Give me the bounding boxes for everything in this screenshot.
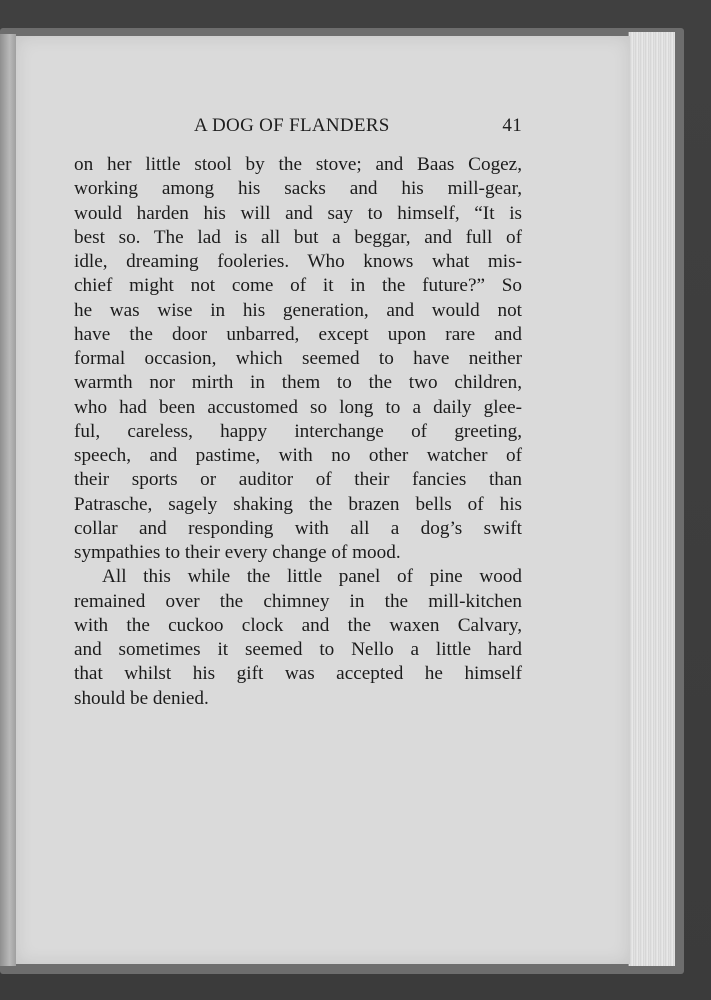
text-line: should be denied. <box>74 687 209 709</box>
text-line: would harden his will and say to himself, “It is <box>74 202 522 224</box>
text-line: idle, dreaming fooleries. Who knows what mis- <box>74 251 522 272</box>
page-number: 41 <box>502 115 522 136</box>
text-line: with the cuckoo clock and the waxen Calvary, <box>74 614 522 636</box>
text-line: ful, careless, happy interchange of greeting, <box>74 420 522 442</box>
paragraph-1 <box>74 153 522 565</box>
text-line: who had been accustomed so long to a daily glee- <box>74 396 522 418</box>
book-page <box>16 36 630 964</box>
text-line: speech, and pastime, with no other watcher of <box>74 445 522 466</box>
page-block-edge <box>628 32 675 966</box>
text-line: on her little stool by the stove; and Baas Cogez, <box>74 154 522 175</box>
text-line: that whilst his gift was accepted he himself <box>74 663 522 685</box>
running-head-title: A DOG OF FLANDERS <box>194 115 390 136</box>
text-line: working among his sacks and his mill-gear, <box>74 178 522 200</box>
text-line: and sometimes it seemed to Nello a little hard <box>74 639 522 660</box>
paragraph-2 <box>74 565 522 711</box>
body-text <box>74 153 522 711</box>
text-line: All this while the little panel of pine wood <box>102 566 522 588</box>
text-line: their sports or auditor of their fancies than <box>74 469 522 491</box>
text-line: warmth nor mirth in them to the two children, <box>74 372 522 394</box>
text-line: collar and responding with all a dog’s swift <box>74 517 522 539</box>
text-line: Patrasche, sagely shaking the brazen bells of his <box>74 493 522 515</box>
text-line: chief might not come of it in the future?” So <box>74 275 522 297</box>
text-line: sympathies to their every change of mood. <box>74 542 401 563</box>
text-line: best so. The lad is all but a beggar, and full of <box>74 226 522 248</box>
text-line: formal occasion, which seemed to have neither <box>74 348 522 369</box>
text-line: he was wise in his generation, and would not <box>74 299 522 321</box>
text-line: remained over the chimney in the mill-kitchen <box>74 590 522 612</box>
text-line: have the door unbarred, except upon rare and <box>74 323 522 345</box>
left-page-gutter <box>0 34 16 966</box>
